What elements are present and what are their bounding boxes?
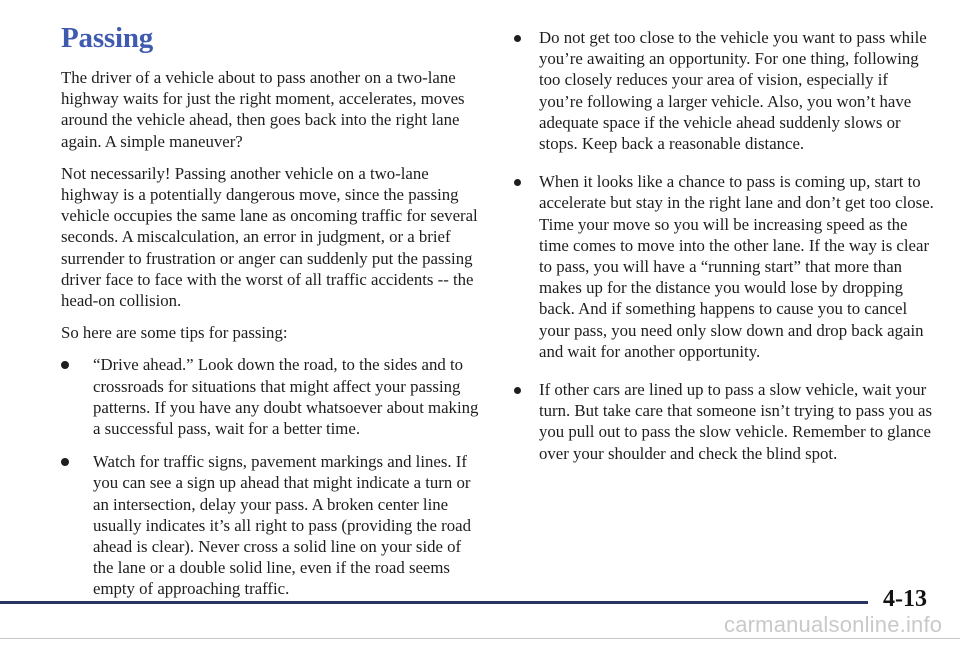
page-number: 4-13 <box>883 586 927 612</box>
tips-list-left <box>61 354 481 599</box>
footer-rule <box>0 601 868 604</box>
watermark-text: carmanualsonline.info <box>724 612 943 637</box>
left-column <box>61 67 481 612</box>
page-title: Passing <box>61 22 154 54</box>
bullet-text: If other cars are lined up to pass a slow vehicle, wait your turn. But take care that someone isn’t trying to pass you as you pull out to pass the slow vehicle. Remember to glance over your shoulder and check the blind spot. <box>539 380 933 463</box>
tips-intro: So here are some tips for passing: <box>61 323 288 343</box>
bullet-icon <box>61 458 69 466</box>
bullet-text: Do not get too close to the vehicle you want to pass while you’re awaiting an opportunity. For one thing, following too closely reduces your area of vision, especially if you’re following a larger vehicle. Also, you won’t have adequate space if the vehicle ahead suddenly slows or stops. Keep back a reasonable distance. <box>539 28 927 154</box>
intro-paragraph: The driver of a vehicle about to pass another on a two-lane highway waits for just the right moment, accelerates, moves around the vehicle ahead, then goes back into the right lane again. A simple maneuver? <box>61 68 465 151</box>
list-item <box>525 27 935 154</box>
danger-paragraph: Not necessarily! Passing another vehicle on a two-lane highway is a potentially dangerous move, since the passing vehicle occupies the same lane as oncoming traffic for several seconds. A miscalculation, an error in judgment, or a brief surrender to frustration or anger can suddenly put the passing driver face to face with the worst of all traffic accidents -- the head-on collision. <box>61 163 478 311</box>
bullet-icon <box>514 179 521 186</box>
right-column <box>525 27 935 481</box>
bullet-text: “Drive ahead.” Look down the road, to the sides and to crossroads for situations that might affect your passing patterns. If you have any doubt whatsoever about making a successful pass, wait for a better time. <box>93 355 479 439</box>
bullet-text: Watch for traffic signs, pavement markings and lines. If you can see a sign up ahead that might indicate a turn or an intersection, delay your pass. A broken center line usually indicates it’s all right to pass (providing the road ahead is clear). Never cross a solid line on your side of the lane or a double solid line, even if the road seems empty of approaching traffic. <box>93 452 471 599</box>
bullet-icon <box>514 387 521 394</box>
bottom-divider <box>0 638 960 639</box>
bullet-text: When it looks like a chance to pass is coming up, start to accelerate but stay in the right lane and don’t get too close. Time your move so you will be increasing speed as the time comes to move into the other lane. If the way is clear to pass, you will have a “running start” that more than makes up for the distance you would lose by dropping back. And if something happens to cause you to cancel your pass, you need only slow down and drop back again and wait for another opportunity. <box>539 172 934 361</box>
list-item <box>61 354 481 439</box>
list-item <box>525 379 935 464</box>
list-item <box>525 171 935 362</box>
bullet-icon <box>61 361 69 369</box>
bullet-icon <box>514 35 521 42</box>
tips-list-right <box>525 27 935 464</box>
list-item <box>61 451 481 599</box>
